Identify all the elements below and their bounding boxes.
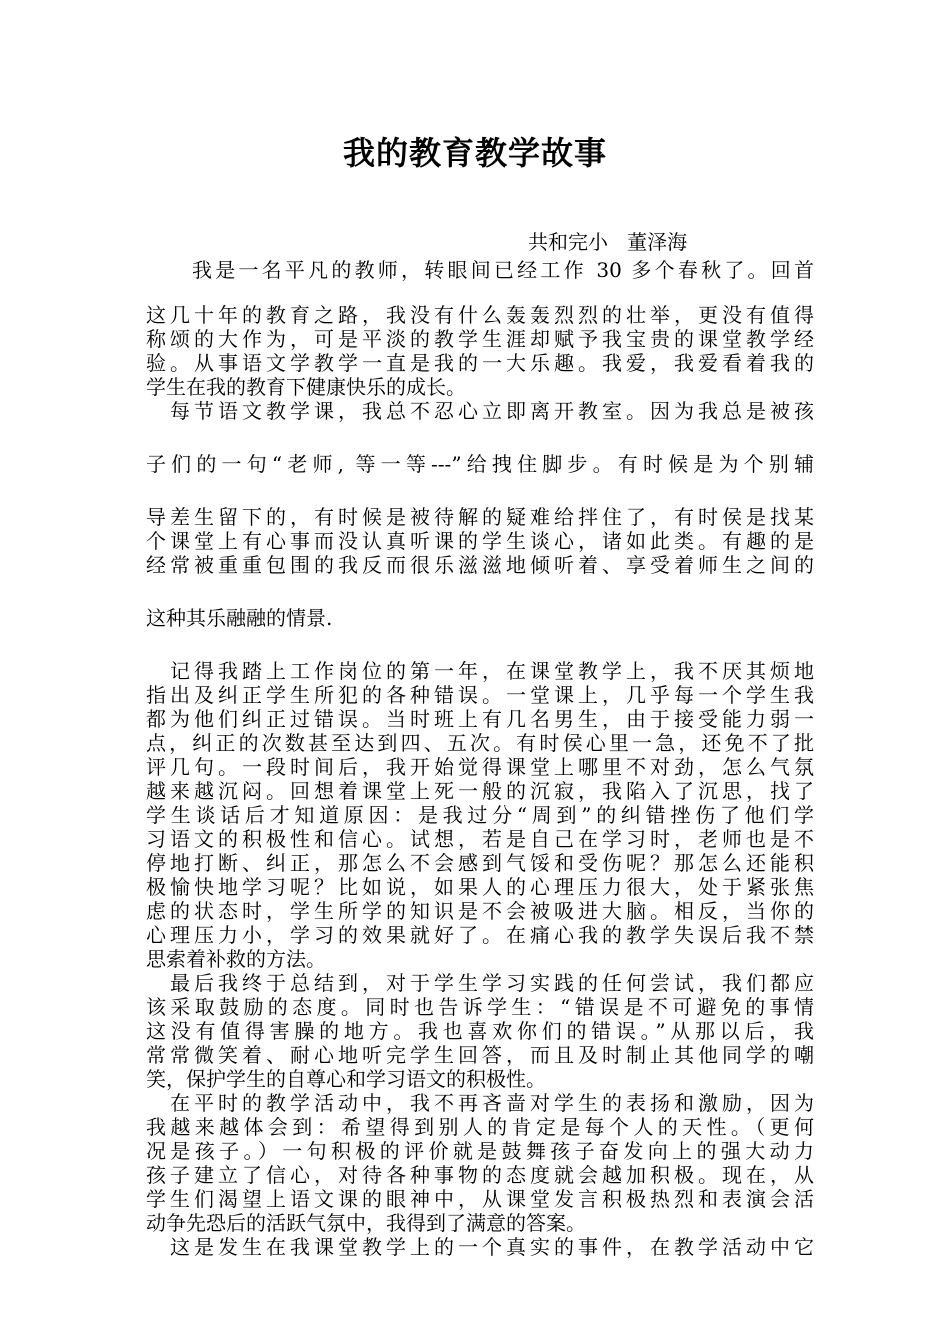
text-line: 这几十年的教育之路，我没有什么轰轰烈烈的壮举，更没有值得 [146,303,814,327]
text-line: 学生们渴望上语文课的眼神中，从课堂发言积极热烈和表演会活 [146,1187,814,1211]
text-line: 个课堂上有心事而没认真听课的学生谈心，诸如此类。有趣的是 [146,529,814,553]
text-line: 这是发生在我课堂教学上的一个真实的事件，在教学活动中它 [170,1235,814,1259]
text-line: 习语文的积极性和信心。试想，若是自己在学习时，老师也是不 [146,827,814,851]
text-line: 导差生留下的，有时候是被待解的疑难给拌住了，有时侯是找某 [146,505,814,529]
text-line: 常常微笑着、耐心地听完学生回答，而且及时制止其他同学的嘲 [146,1043,814,1067]
text-line: 都为他们纠正过错误。当时班上有几名男生，由于接受能力弱一 [146,707,814,731]
text-line: 评几句。一段时间后，我开始觉得课堂上哪里不对劲，怎么气氛 [146,755,814,779]
text-line: 我是一名平凡的教师，转眼间已经工作 30 多个春秋了。回首 [192,258,814,282]
text-line: 极愉快地学习呢？比如说，如果人的心理压力很大，处于紧张焦 [146,875,814,899]
text-line: 动争先恐后的活跃气氛中，我得到了满意的答案。 [146,1211,586,1235]
text-line: 验。从事语文学教学一直是我的一大乐趣。我爱，我爱看着我的 [146,351,814,375]
text-line: 点，纠正的次数甚至达到四、五次。有时侯心里一急，还免不了批 [146,731,814,755]
text-line: 子们的一句“老师, 等一等---”给拽住脚步。有时候是为个别辅 [146,452,814,476]
text-line: 停地打断、纠正，那怎么不会感到气馁和受伤呢？那怎么还能积 [146,851,814,875]
text-line: 孩子建立了信心，对待各种事物的态度就会越加积极。现在，从 [146,1163,814,1187]
text-line: 笑，保护学生的自尊心和学习语文的积极性。 [146,1067,546,1091]
text-line: 虑的状态时，学生所学的知识是不会被吸进大脑。相反，当你的 [146,899,814,923]
text-line: 记得我踏上工作岗位的第一年，在课堂教学上，我不厌其烦地 [170,659,814,683]
author-line: 共和完小 董泽海 [528,230,688,254]
text-line: 思索着补救的方法。 [146,947,326,971]
text-line: 最后我终于总结到，对于学生学习实践的任何尝试，我们都应 [170,971,814,995]
text-line: 在平时的教学活动中，我不再吝啬对学生的表扬和激励，因为 [170,1091,814,1115]
text-line: 这没有值得害臊的地方。我也喜欢你们的错误。”从那以后，我 [146,1019,814,1043]
text-line: 况是孩子。）一句积极的评价就是鼓舞孩子奋发向上的强大动力 [146,1139,814,1163]
text-line: 这种其乐融融的情景. [146,606,333,630]
text-line: 心理压力小，学习的效果就好了。在痛心我的教学失误后我不禁 [146,923,814,947]
text-line: 每节语文教学课，我总不忍心立即离开教室。因为我总是被孩 [170,399,814,423]
text-line: 我越来越体会到：希望得到别人的肯定是每个人的天性。（更何 [146,1115,814,1139]
text-line: 指出及纠正学生所犯的各种错误。一堂课上，几乎每一个学生我 [146,683,814,707]
document-title: 我的教育教学故事 [342,134,607,172]
text-line: 称颂的大作为，可是平淡的教学生涯却赋予我宝贵的课堂教学经 [146,327,814,351]
text-line: 学生在我的教育下健康快乐的成长。 [146,375,466,399]
document-body [146,258,814,1259]
text-line: 该采取鼓励的态度。同时也告诉学生：“错误是不可避免的事情 [146,995,814,1019]
text-line: 经常被重重包围的我反而很乐滋滋地倾听着、享受着师生之间的 [146,553,814,577]
text-line: 越来越沉闷。回想着课堂上死一般的沉寂，我陷入了沉思，找了 [146,779,814,803]
text-line: 学生谈话后才知道原因：是我过分“周到”的纠错挫伤了他们学 [146,803,814,827]
